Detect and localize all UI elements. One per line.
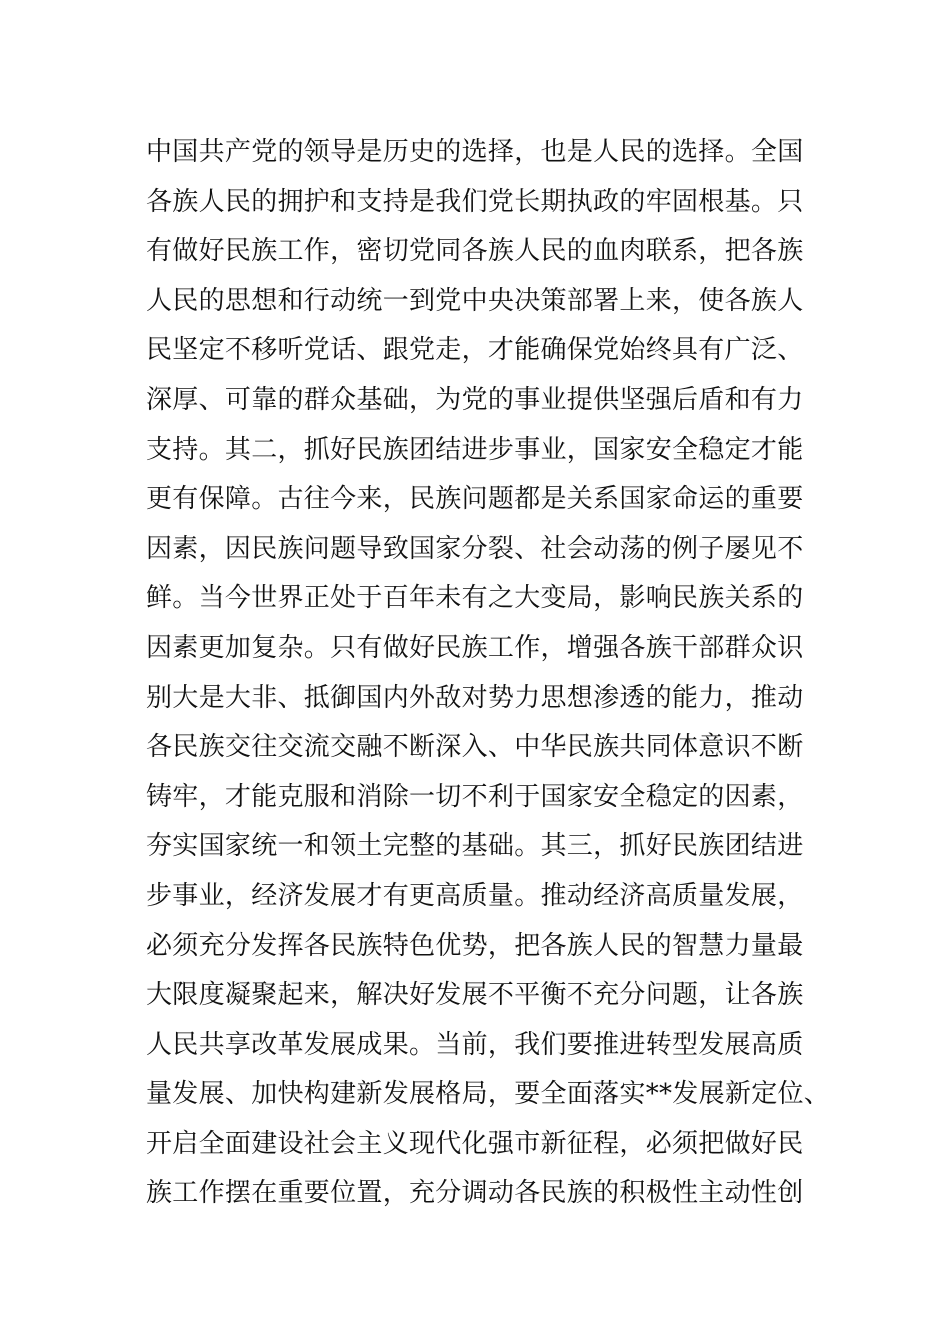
text-line: 别大是大非、抵御国内外敌对势力思想渗透的能力，推动: [146, 682, 804, 713]
text-line: 人民共享改革发展成果。当前，我们要推进转型发展高质: [146, 1029, 804, 1060]
text-line: 族工作摆在重要位置，充分调动各民族的积极性主动性创: [146, 1178, 804, 1209]
text-line: 因素，因民族问题导致国家分裂、社会动荡的例子屡见不: [146, 533, 804, 564]
text-line: 大限度凝聚起来，解决好发展不平衡不充分问题，让各族: [146, 980, 804, 1011]
text-line: 量发展、加快构建新发展格局，要全面落实**发展新定位、: [146, 1079, 831, 1110]
text-line: 步事业，经济发展才有更高质量。推动经济高质量发展，: [146, 880, 804, 911]
text-line: 铸牢，才能克服和消除一切不利于国家安全稳定的因素，: [146, 781, 804, 812]
text-line: 民坚定不移听党话、跟党走，才能确保党始终具有广泛、: [146, 335, 804, 366]
text-line: 必须充分发挥各民族特色优势，把各族人民的智慧力量最: [146, 930, 804, 961]
text-line: 支持。其二，抓好民族团结进步事业，国家安全稳定才能: [146, 434, 804, 465]
text-line: 开启全面建设社会主义现代化强市新征程，必须把做好民: [146, 1128, 804, 1159]
text-line: 有做好民族工作，密切党同各族人民的血肉联系，把各族: [146, 236, 804, 267]
text-line: 深厚、可靠的群众基础，为党的事业提供坚强后盾和有力: [146, 384, 804, 415]
text-line: 鲜。当今世界正处于百年未有之大变局，影响民族关系的: [146, 583, 804, 614]
text-line: 人民的思想和行动统一到党中央决策部署上来，使各族人: [146, 285, 804, 316]
text-line: 因素更加复杂。只有做好民族工作，增强各族干部群众识: [146, 632, 804, 663]
text-line: 夯实国家统一和领土完整的基础。其三，抓好民族团结进: [146, 831, 804, 862]
body-paragraph: [146, 128, 846, 1219]
text-line: 更有保障。古往今来，民族问题都是关系国家命运的重要: [146, 484, 804, 515]
text-line: 各民族交往交流交融不断深入、中华民族共同体意识不断: [146, 732, 804, 763]
text-line: 中国共产党的领导是历史的选择，也是人民的选择。全国: [146, 137, 804, 167]
text-line: 各族人民的拥护和支持是我们党长期执政的牢固根基。只: [146, 186, 804, 217]
